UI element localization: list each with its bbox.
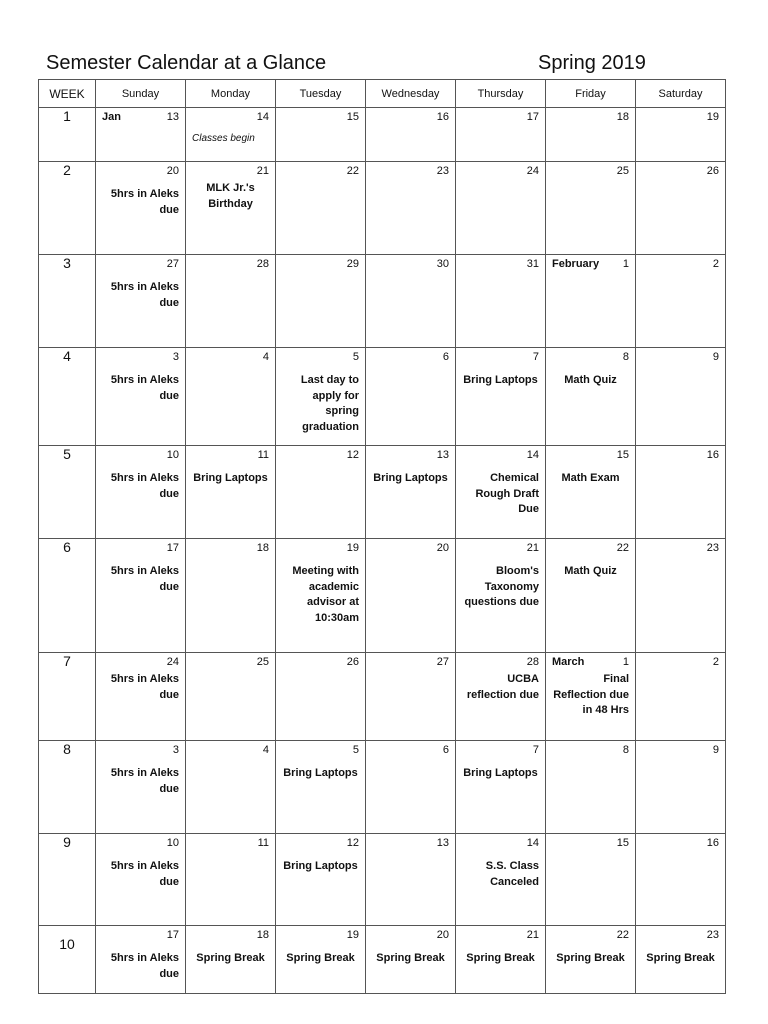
- column-header-saturday: Saturday: [636, 80, 726, 108]
- day-cell-content: [186, 255, 275, 347]
- day-number: 5: [352, 351, 359, 363]
- day-cell-content: [366, 446, 455, 538]
- day-number: 15: [616, 449, 629, 461]
- event-note: Bring Laptops: [463, 767, 538, 779]
- day-cell-content: [186, 741, 275, 833]
- day-number: 17: [166, 542, 179, 554]
- day-cell-content: [96, 834, 185, 925]
- day-number: 7: [532, 351, 539, 363]
- day-cell-content: [186, 834, 275, 925]
- day-cell-content: [96, 539, 185, 652]
- day-cell: [276, 539, 366, 653]
- day-cell: [456, 539, 546, 653]
- day-cell-content: [276, 539, 365, 652]
- day-number: 28: [256, 258, 269, 270]
- day-cell-content: [366, 108, 455, 161]
- day-cell-content: [456, 653, 545, 740]
- day-number: 4: [262, 744, 269, 756]
- day-cell: [456, 162, 546, 255]
- day-cell: [186, 162, 276, 255]
- day-cell: [546, 446, 636, 539]
- day-number: 9: [712, 351, 719, 363]
- day-cell: [366, 255, 456, 348]
- day-cell: [276, 653, 366, 741]
- day-number: 21: [526, 542, 539, 554]
- day-cell: [96, 162, 186, 255]
- calendar-week-row: [39, 162, 726, 255]
- event-note: 5hrs in Aleks due: [110, 952, 179, 980]
- day-cell: [546, 834, 636, 926]
- day-cell-content: [636, 108, 725, 161]
- column-header-week: WEEK: [39, 80, 96, 108]
- day-cell-content: [546, 741, 635, 833]
- week-number: 8: [39, 741, 96, 834]
- day-cell-content: [96, 162, 185, 254]
- day-cell: [456, 741, 546, 834]
- day-cell-content: [96, 255, 185, 347]
- week-number: 2: [39, 162, 96, 255]
- day-cell: [456, 653, 546, 741]
- day-cell-content: [186, 926, 275, 993]
- day-cell-content: [546, 834, 635, 925]
- term-label: Spring 2019: [538, 52, 646, 74]
- column-header-wednesday: Wednesday: [366, 80, 456, 108]
- day-cell: [636, 255, 726, 348]
- day-number: 8: [622, 744, 629, 756]
- calendar-week-row: [39, 926, 726, 994]
- day-cell: [96, 108, 186, 162]
- month-label: February: [552, 258, 600, 270]
- day-number: 20: [166, 165, 179, 177]
- day-cell-content: [276, 255, 365, 347]
- day-cell-content: [96, 348, 185, 445]
- day-number: 21: [256, 165, 269, 177]
- day-number: 21: [526, 929, 539, 941]
- event-note: 5hrs in Aleks due: [110, 673, 179, 701]
- event-note: Spring Break: [466, 952, 535, 964]
- day-cell-content: [276, 653, 365, 740]
- day-cell: [546, 255, 636, 348]
- day-number: 13: [436, 837, 449, 849]
- week-number: 5: [39, 446, 96, 539]
- day-cell: [96, 653, 186, 741]
- day-number: 16: [706, 837, 719, 849]
- day-number: 28: [526, 656, 539, 668]
- event-note: Chemical Rough Draft Due: [475, 472, 539, 515]
- day-number: 12: [346, 837, 359, 849]
- day-number: 14: [256, 111, 269, 123]
- day-cell-content: [636, 926, 725, 993]
- day-cell: [636, 348, 726, 446]
- event-note: 5hrs in Aleks due: [110, 188, 179, 216]
- day-cell: [636, 926, 726, 994]
- day-cell-content: [636, 834, 725, 925]
- day-cell: [276, 348, 366, 446]
- day-cell-content: [546, 162, 635, 254]
- day-cell: [636, 446, 726, 539]
- day-cell: [96, 446, 186, 539]
- day-cell-content: [276, 108, 365, 161]
- calendar-week-row: [39, 348, 726, 446]
- day-cell: [636, 162, 726, 255]
- day-number: 18: [616, 111, 629, 123]
- week-number: 1: [39, 108, 96, 162]
- week-number: 6: [39, 539, 96, 653]
- day-cell-content: [276, 834, 365, 925]
- day-cell-content: [546, 108, 635, 161]
- calendar-week-row: [39, 255, 726, 348]
- day-cell: [456, 834, 546, 926]
- day-cell-content: [186, 108, 275, 161]
- day-cell: [96, 539, 186, 653]
- day-cell: [636, 108, 726, 162]
- calendar-week-row: [39, 653, 726, 741]
- day-number: 25: [616, 165, 629, 177]
- day-number: 24: [526, 165, 539, 177]
- day-cell-content: [366, 741, 455, 833]
- day-number: 20: [436, 929, 449, 941]
- calendar-table: [38, 79, 726, 994]
- day-cell: [96, 834, 186, 926]
- day-cell-content: [276, 348, 365, 445]
- day-cell-content: [186, 539, 275, 652]
- day-number: 29: [346, 258, 359, 270]
- day-cell-content: [456, 741, 545, 833]
- week-number: 10: [39, 926, 96, 994]
- day-cell-content: [96, 741, 185, 833]
- day-cell: [186, 255, 276, 348]
- day-cell-content: [366, 926, 455, 993]
- day-number: 27: [436, 656, 449, 668]
- month-label: Jan: [102, 111, 121, 123]
- page-title: Semester Calendar at a Glance: [46, 52, 327, 74]
- day-cell: [186, 653, 276, 741]
- event-note: Math Quiz: [564, 565, 617, 577]
- day-number: 3: [172, 351, 179, 363]
- day-cell-content: [546, 926, 635, 993]
- day-cell: [276, 255, 366, 348]
- day-cell: [636, 539, 726, 653]
- event-note: Spring Break: [376, 952, 445, 964]
- event-note: Bring Laptops: [463, 374, 538, 386]
- event-note: Bring Laptops: [373, 472, 448, 484]
- event-note: Bloom's Taxonomy questions due: [464, 565, 539, 608]
- day-cell: [366, 108, 456, 162]
- day-cell-content: [456, 446, 545, 538]
- day-cell: [456, 926, 546, 994]
- day-cell-content: [96, 108, 185, 161]
- event-note: 5hrs in Aleks due: [110, 565, 179, 593]
- day-cell-content: [96, 446, 185, 538]
- day-cell: [546, 108, 636, 162]
- day-number: 4: [262, 351, 269, 363]
- day-number: 19: [346, 929, 359, 941]
- event-note: Spring Break: [556, 952, 625, 964]
- day-cell-content: [456, 539, 545, 652]
- day-cell: [456, 348, 546, 446]
- day-number: 10: [166, 449, 179, 461]
- day-cell: [96, 348, 186, 446]
- day-cell: [636, 653, 726, 741]
- day-number: 25: [256, 656, 269, 668]
- month-label: March: [552, 656, 585, 668]
- day-cell-content: [456, 255, 545, 347]
- day-number: 18: [256, 929, 269, 941]
- event-note: Spring Break: [646, 952, 715, 964]
- day-number: 15: [346, 111, 359, 123]
- event-note: 5hrs in Aleks due: [110, 767, 179, 795]
- day-number: 24: [166, 656, 179, 668]
- day-cell: [366, 539, 456, 653]
- day-number: 8: [622, 351, 629, 363]
- week-number: 7: [39, 653, 96, 741]
- day-number: 30: [436, 258, 449, 270]
- day-cell-content: [186, 348, 275, 445]
- week-number: 9: [39, 834, 96, 926]
- day-cell-content: [366, 255, 455, 347]
- day-cell: [96, 926, 186, 994]
- day-cell-content: [456, 162, 545, 254]
- day-cell: [96, 741, 186, 834]
- day-cell: [366, 741, 456, 834]
- day-cell: [276, 741, 366, 834]
- event-note: 5hrs in Aleks due: [110, 281, 179, 309]
- column-header-monday: Monday: [186, 80, 276, 108]
- calendar-week-row: [39, 539, 726, 653]
- day-cell: [546, 741, 636, 834]
- day-cell: [96, 255, 186, 348]
- day-cell: [186, 926, 276, 994]
- day-cell-content: [546, 255, 635, 347]
- day-cell-content: [546, 348, 635, 445]
- day-number: 26: [706, 165, 719, 177]
- day-cell: [366, 446, 456, 539]
- day-cell-content: [96, 653, 185, 740]
- event-note: Math Exam: [561, 472, 620, 484]
- day-number: 11: [257, 837, 269, 849]
- column-header-thursday: Thursday: [456, 80, 546, 108]
- day-cell: [186, 348, 276, 446]
- day-number: 1: [622, 258, 629, 270]
- day-cell: [546, 162, 636, 255]
- day-cell: [366, 653, 456, 741]
- day-number: 16: [706, 449, 719, 461]
- day-number: 22: [346, 165, 359, 177]
- day-number: 9: [712, 744, 719, 756]
- day-number: 19: [706, 111, 719, 123]
- day-cell-content: [366, 539, 455, 652]
- day-cell-content: [636, 162, 725, 254]
- day-number: 13: [166, 111, 179, 123]
- day-number: 17: [166, 929, 179, 941]
- day-cell: [366, 348, 456, 446]
- day-cell-content: [186, 653, 275, 740]
- day-number: 15: [616, 837, 629, 849]
- day-number: 23: [436, 165, 449, 177]
- day-number: 22: [616, 542, 629, 554]
- column-header-tuesday: Tuesday: [276, 80, 366, 108]
- event-note: Spring Break: [196, 952, 265, 964]
- day-number: 12: [346, 449, 359, 461]
- event-note: Last day to apply for spring graduation: [300, 374, 359, 433]
- day-number: 20: [436, 542, 449, 554]
- day-number: 23: [706, 542, 719, 554]
- day-cell: [276, 926, 366, 994]
- day-cell: [186, 446, 276, 539]
- day-cell-content: [276, 926, 365, 993]
- event-note: Math Quiz: [564, 374, 617, 386]
- day-cell-content: [546, 446, 635, 538]
- header-row: [39, 80, 726, 108]
- day-cell: [186, 834, 276, 926]
- event-note: 5hrs in Aleks due: [110, 374, 179, 402]
- event-note: UCBA reflection due: [466, 673, 539, 701]
- column-header-friday: Friday: [546, 80, 636, 108]
- event-note: Spring Break: [286, 952, 355, 964]
- day-number: 3: [172, 744, 179, 756]
- day-number: 18: [256, 542, 269, 554]
- day-cell: [546, 348, 636, 446]
- day-cell-content: [456, 348, 545, 445]
- day-number: 5: [352, 744, 359, 756]
- column-header-sunday: Sunday: [96, 80, 186, 108]
- day-cell: [276, 108, 366, 162]
- day-cell-content: [276, 162, 365, 254]
- day-cell: [366, 834, 456, 926]
- day-number: 31: [526, 258, 539, 270]
- day-cell-content: [456, 926, 545, 993]
- day-cell: [546, 926, 636, 994]
- day-cell-content: [96, 926, 185, 993]
- day-number: 14: [526, 449, 539, 461]
- day-number: 22: [616, 929, 629, 941]
- day-cell-content: [636, 653, 725, 740]
- week-number: 3: [39, 255, 96, 348]
- day-cell-content: [186, 446, 275, 538]
- day-cell-content: [636, 348, 725, 445]
- day-number: 13: [436, 449, 449, 461]
- day-number: 6: [442, 744, 449, 756]
- day-number: 14: [526, 837, 539, 849]
- day-cell: [366, 926, 456, 994]
- day-number: 2: [712, 258, 719, 270]
- day-number: 23: [706, 929, 719, 941]
- event-note: Meeting with academic advisor at 10:30am: [292, 565, 359, 624]
- day-cell-content: [186, 162, 275, 254]
- day-cell: [456, 255, 546, 348]
- day-cell: [276, 162, 366, 255]
- day-cell: [456, 446, 546, 539]
- day-cell: [366, 162, 456, 255]
- day-cell-content: [366, 653, 455, 740]
- day-cell: [636, 834, 726, 926]
- calendar-week-row: [39, 446, 726, 539]
- event-note: Bring Laptops: [193, 472, 268, 484]
- day-cell-content: [546, 539, 635, 652]
- day-number: 17: [526, 111, 539, 123]
- calendar-week-row: [39, 834, 726, 926]
- day-cell: [456, 108, 546, 162]
- day-cell: [276, 834, 366, 926]
- week-number: 4: [39, 348, 96, 446]
- day-cell: [636, 741, 726, 834]
- day-cell: [186, 539, 276, 653]
- day-cell-content: [636, 539, 725, 652]
- event-note: MLK Jr.'s Birthday: [206, 182, 255, 210]
- day-cell-content: [366, 162, 455, 254]
- event-note: Bring Laptops: [283, 767, 358, 779]
- event-note: Final Reflection due in 48 Hrs: [553, 673, 629, 716]
- day-number: 2: [712, 656, 719, 668]
- day-cell-content: [276, 741, 365, 833]
- day-cell: [546, 653, 636, 741]
- day-cell-content: [366, 348, 455, 445]
- day-number: 7: [532, 744, 539, 756]
- day-cell-content: [636, 741, 725, 833]
- day-cell: [276, 446, 366, 539]
- calendar-week-row: [39, 108, 726, 162]
- event-note: Bring Laptops: [283, 860, 358, 872]
- day-cell: [186, 741, 276, 834]
- day-cell-content: [546, 653, 635, 740]
- day-cell: [546, 539, 636, 653]
- day-cell-content: [636, 446, 725, 538]
- day-number: 26: [346, 656, 359, 668]
- day-cell-content: [636, 255, 725, 347]
- day-number: 19: [346, 542, 359, 554]
- calendar-week-row: [39, 741, 726, 834]
- day-cell-content: [456, 108, 545, 161]
- event-note: Classes begin: [192, 133, 255, 144]
- day-number: 6: [442, 351, 449, 363]
- day-cell-content: [276, 446, 365, 538]
- day-cell: [186, 108, 276, 162]
- event-note: S.S. Class Canceled: [485, 860, 539, 888]
- day-number: 27: [166, 258, 179, 270]
- event-note: 5hrs in Aleks due: [110, 860, 179, 888]
- day-cell-content: [456, 834, 545, 925]
- day-number: 11: [257, 449, 269, 461]
- day-number: 10: [166, 837, 179, 849]
- day-number: 1: [622, 656, 629, 668]
- event-note: 5hrs in Aleks due: [110, 472, 179, 500]
- day-cell-content: [366, 834, 455, 925]
- day-number: 16: [436, 111, 449, 123]
